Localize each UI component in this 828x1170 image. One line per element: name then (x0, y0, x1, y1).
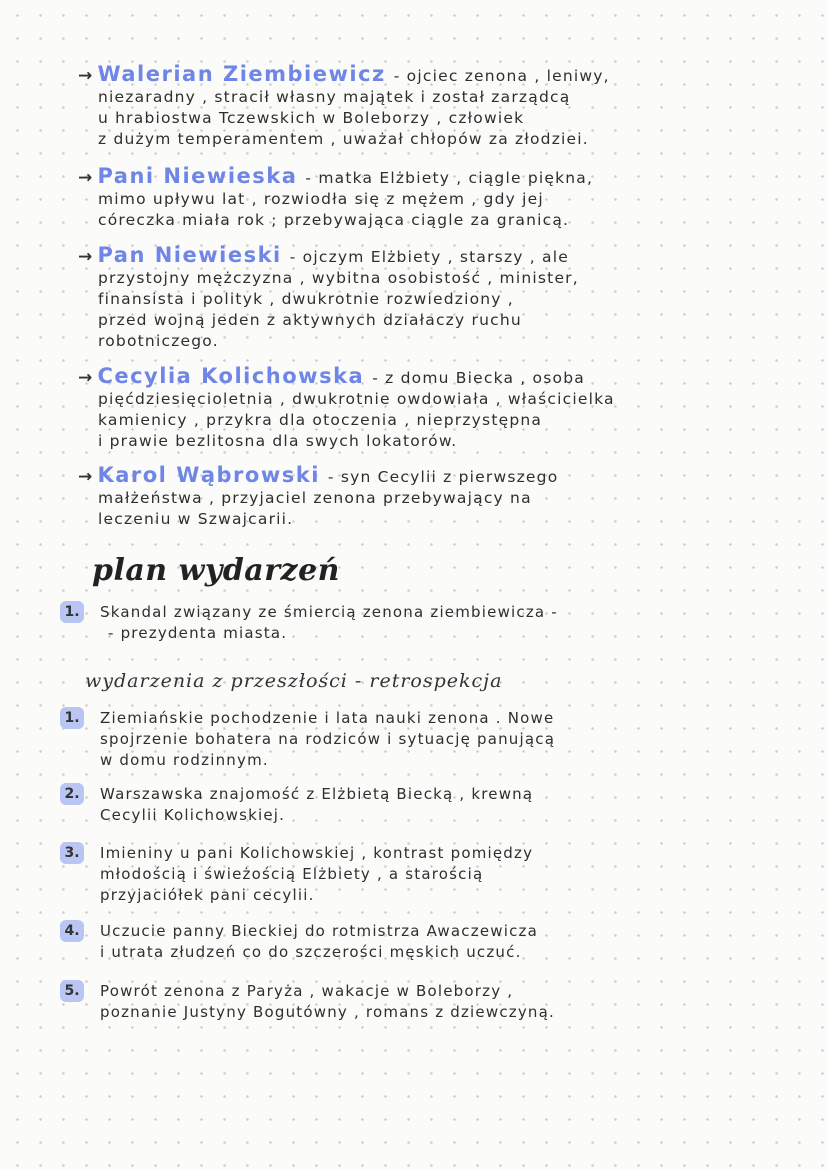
item-number-badge: 3. (60, 842, 84, 864)
item-number-badge: 5. (60, 980, 84, 1002)
retrospection-item (60, 843, 780, 906)
character-description: leczeniu w Szwajcarii. (98, 510, 294, 528)
item-line: Cecylii Kolichowskiej. (100, 806, 286, 824)
character-description: niezaradny , stracił własny majątek i został zarządcą (98, 88, 571, 106)
item-text (100, 708, 555, 771)
character-description: u hrabiostwa Tczewskich w Boleborzy , człowiek (98, 109, 525, 127)
item-text (100, 981, 555, 1023)
item-text (100, 784, 533, 826)
character-entry (78, 465, 778, 530)
character-description: mimo upływu lat , rozwiodła się z mężem , gdy jej (98, 190, 544, 208)
item-number-badge: 4. (60, 920, 84, 942)
character-first-line (78, 166, 778, 189)
item-number-badge: 1. (60, 707, 84, 729)
item-line: Powrót zenona z Paryża , wakacje w Boleborzy , (100, 982, 514, 1000)
character-description: kamienicy , przykra dla otoczenia , nieprzystępna (98, 411, 543, 429)
plan-item (60, 602, 780, 644)
item-line: w domu rodzinnym. (100, 751, 269, 769)
character-description: finansista i polityk , dwukrotnie rozwiedziony , (98, 290, 514, 308)
character-description: - ojciec zenona , leniwy, (393, 67, 610, 85)
character-first-line (78, 366, 778, 389)
plan-heading: plan wydarzeń (92, 553, 340, 588)
character-description: przystojny mężczyzna , wybitna osobistość , minister, (98, 269, 579, 287)
character-entry (78, 366, 778, 452)
character-description: małżeństwa , przyjaciel zenona przebywający na (98, 489, 532, 507)
retrospection-item (60, 784, 780, 826)
retrospection-item (60, 708, 780, 771)
item-line: przyjaciółek pani cecylii. (100, 886, 315, 904)
character-name: Pan Niewieski (97, 243, 282, 267)
arrow-icon: → (78, 467, 94, 487)
item-line: Skandal związany ze śmiercią zenona ziembiewicza - (100, 603, 558, 621)
arrow-icon: → (78, 247, 94, 267)
character-entry (78, 64, 778, 150)
arrow-icon: → (78, 66, 94, 86)
item-line: poznanie Justyny Bogutówny , romans z dziewczyną. (100, 1003, 555, 1021)
character-name: Pani Niewieska (97, 164, 298, 188)
character-name: Walerian Ziembiewicz (97, 62, 386, 86)
character-name: Cecylia Kolichowska (97, 364, 365, 388)
item-line: spojrzenie bohatera na rodziców i sytuację panującą (100, 730, 556, 748)
item-line: Ziemiańskie pochodzenie i lata nauki zenona . Nowe (100, 709, 555, 727)
retrospection-item (60, 921, 780, 963)
character-description: pięćdziesięcioletnia , dwukrotnie owdowiała , właścicielka (98, 390, 615, 408)
character-description: i prawie bezlitosna dla swych lokatorów. (98, 432, 458, 450)
character-name: Karol Wąbrowski (97, 463, 320, 487)
item-line: i utrata złudzeń co do szczerości męskich uczuć. (100, 943, 522, 961)
character-description: przed wojną jeden z aktywnych działaczy ruchu (98, 311, 522, 329)
item-number-badge: 2. (60, 783, 84, 805)
character-description: z dużym temperamentem , uważał chłopów za złodziei. (98, 130, 589, 148)
item-line: - prezydenta miasta. (108, 624, 288, 642)
character-description: - syn Cecylii z pierwszego (327, 468, 559, 486)
character-first-line (78, 245, 778, 268)
retrospection-subheading: wydarzenia z przeszłości - retrospekcja (85, 670, 503, 692)
item-text (100, 843, 533, 906)
character-first-line (78, 465, 778, 488)
item-text (100, 921, 538, 963)
item-line: Imieniny u pani Kolichowskiej , kontrast pomiędzy (100, 844, 534, 862)
arrow-icon: → (78, 368, 94, 388)
character-entry (78, 166, 778, 231)
character-description: - ojczym Elżbiety , starszy , ale (289, 248, 569, 266)
arrow-icon: → (78, 168, 94, 188)
character-description: - z domu Biecka , osoba (372, 369, 585, 387)
item-text (100, 602, 558, 644)
character-entry (78, 245, 778, 352)
item-number-badge: 1. (60, 601, 84, 623)
retrospection-item (60, 981, 780, 1023)
item-line: Warszawska znajomość z Elżbietą Biecką , krewną (100, 785, 534, 803)
character-description: córeczka miała rok ; przebywająca ciągle za granicą. (98, 211, 570, 229)
character-first-line (78, 64, 778, 87)
item-line: młodością i świeżością Elżbiety , a starością (100, 865, 484, 883)
item-line: Uczucie panny Bieckiej do rotmistrza Awaczewicza (100, 922, 538, 940)
character-description: - matka Elżbiety , ciągle piękna, (305, 169, 594, 187)
character-description: robotniczego. (98, 332, 219, 350)
